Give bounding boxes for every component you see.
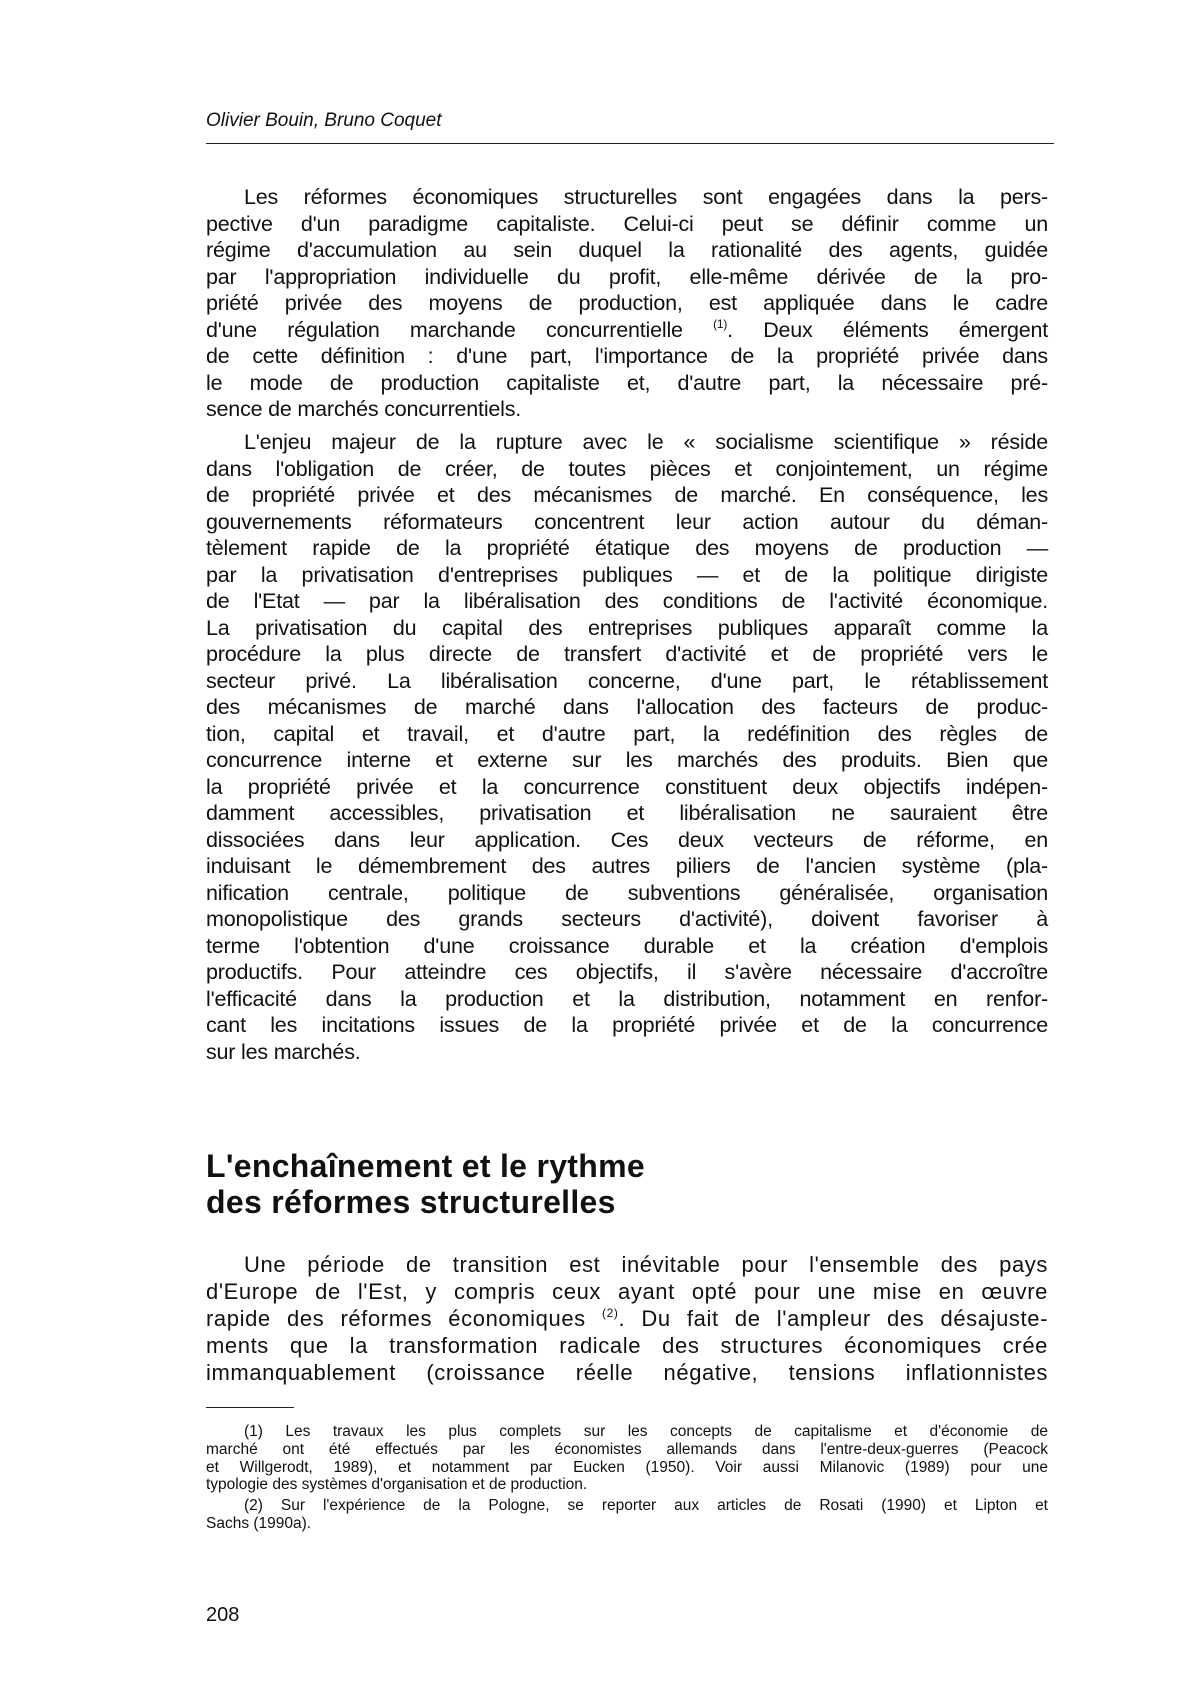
- text-line: ments que la transformation radicale des structures économiques crée: [206, 1333, 1048, 1358]
- text-line: Sachs (1990a).: [206, 1514, 312, 1532]
- text-line: (2) Sur l'expérience de la Pologne, se reporter aux articles de Rosati (1990) et Lipton et: [244, 1497, 1048, 1514]
- text-line: priété privée des moyens de production, est appliquée dans le cadre: [206, 291, 1048, 315]
- text-line: l'efficacité dans la production et la distribution, notamment en renfor-: [206, 986, 1048, 1011]
- text-line: la propriété privée et la concurrence constituent deux objectifs indépen-: [206, 774, 1048, 799]
- text-line: secteur privé. La libéralisation concerne, d'une part, le rétablissement: [206, 668, 1048, 693]
- text-line: de cette définition : d'une part, l'importance de la propriété privée dans: [206, 344, 1048, 368]
- text-line: de propriété privée et des mécanismes de marché. En conséquence, les: [206, 483, 1048, 507]
- text-line: damment accessibles, privatisation et libéralisation ne sauraient être: [206, 801, 1048, 825]
- page-number: 208: [206, 1604, 240, 1626]
- footnote-reference[interactable]: (1): [713, 316, 728, 331]
- text-line: régime d'accumulation au sein duquel la rationalité des agents, guidée: [206, 238, 1048, 262]
- text-line: d'Europe de l'Est, y compris ceux ayant opté pour une mise en œuvre: [206, 1279, 1048, 1304]
- text-line: typologie des systèmes d'organisation et de production.: [206, 1476, 588, 1494]
- text-line: Une période de transition est inévitable pour l'ensemble des pays: [244, 1252, 1048, 1277]
- text-segment: rapide des réformes économiques: [206, 1306, 602, 1331]
- text-line: dans l'obligation de créer, de toutes pièces et conjointement, un régime: [206, 456, 1048, 481]
- footnote-2: [206, 1497, 1048, 1533]
- paragraph-1: [206, 184, 1048, 423]
- text-line: tion, capital et travail, et d'autre part, la redéfinition des règles de: [206, 721, 1048, 746]
- text-line: dissociées dans leur application. Ces deux vecteurs de réforme, en: [206, 827, 1048, 852]
- header-rule: [206, 143, 1054, 144]
- paragraph-2: [206, 429, 1048, 1065]
- text-segment: . Du fait de l'ampleur des désajuste-: [618, 1306, 1048, 1331]
- text-line: L'enjeu majeur de la rupture avec le « socialisme scientifique » réside: [244, 430, 1048, 454]
- text-line: tèlement rapide de la propriété étatique des moyens de production —: [206, 536, 1048, 560]
- text-line: sence de marchés concurrentiels.: [206, 397, 522, 421]
- text-line: marché ont été effectués par les économistes allemands dans l'entre-deux-guerres (Peacock: [206, 1440, 1048, 1458]
- text-line: Les réformes économiques structurelles sont engagées dans la pers-: [244, 185, 1048, 209]
- text-line: de l'Etat — par la libéralisation des conditions de l'activité économique.: [206, 589, 1048, 613]
- text-line: pective d'un paradigme capitaliste. Celui-ci peut se définir comme un: [206, 211, 1048, 236]
- text-line: [206, 1305, 1048, 1332]
- footnote-rule: [206, 1407, 294, 1408]
- text-line: productifs. Pour atteindre ces objectifs, il s'avère nécessaire d'accroître: [206, 960, 1048, 984]
- text-line: terme l'obtention d'une croissance durable et la création d'emplois: [206, 933, 1048, 958]
- paragraph-3: [206, 1251, 1048, 1386]
- text-line: procédure la plus directe de transfert d'activité et de propriété vers le: [206, 642, 1048, 666]
- text-line: [206, 317, 1048, 344]
- text-line: cant les incitations issues de la propriété privée et de la concurrence: [206, 1013, 1048, 1037]
- text-line: concurrence interne et externe sur les marchés des produits. Bien que: [206, 748, 1048, 772]
- text-line: (1) Les travaux les plus complets sur les concepts de capitalisme et d'économie de: [244, 1423, 1048, 1440]
- text-line: et Willgerodt, 1989), et notamment par Eucken (1950). Voir aussi Milanovic (1989) pour une: [206, 1458, 1048, 1476]
- text-line: par la privatisation d'entreprises publiques — et de la politique dirigiste: [206, 562, 1048, 587]
- text-line: La privatisation du capital des entreprises publiques apparaît comme la: [206, 615, 1048, 640]
- text-line: monopolistique des grands secteurs d'activité), doivent favoriser à: [206, 907, 1048, 931]
- text-line: sur les marchés.: [206, 1039, 361, 1064]
- text-line: des mécanismes de marché dans l'allocation des facteurs de produc-: [206, 695, 1048, 719]
- text-line: par l'appropriation individuelle du profit, elle-même dérivée de la pro-: [206, 264, 1048, 289]
- section-heading-line-1: L'enchaînement et le rythme: [206, 1148, 645, 1184]
- text-line: gouvernements réformateurs concentrent leur action autour du déman-: [206, 509, 1048, 534]
- text-line: le mode de production capitaliste et, d'autre part, la nécessaire pré-: [206, 370, 1048, 395]
- section-heading: [206, 1148, 645, 1220]
- text-line: nification centrale, politique de subventions généralisée, organisation: [206, 880, 1048, 905]
- text-line: induisant le démembrement des autres piliers de l'ancien système (pla-: [206, 854, 1048, 878]
- text-line: immanquablement (croissance réelle négative, tensions inflationnistes: [206, 1360, 1048, 1385]
- footnote-reference[interactable]: (2): [601, 1306, 619, 1320]
- text-segment: . Deux éléments émergent: [727, 317, 1048, 342]
- text-segment: d'une régulation marchande concurrentielle: [206, 317, 714, 342]
- running-header: Olivier Bouin, Bruno Coquet: [206, 110, 442, 131]
- section-heading-line-2: des réformes structurelles: [206, 1184, 616, 1220]
- footnote-1: [206, 1423, 1048, 1494]
